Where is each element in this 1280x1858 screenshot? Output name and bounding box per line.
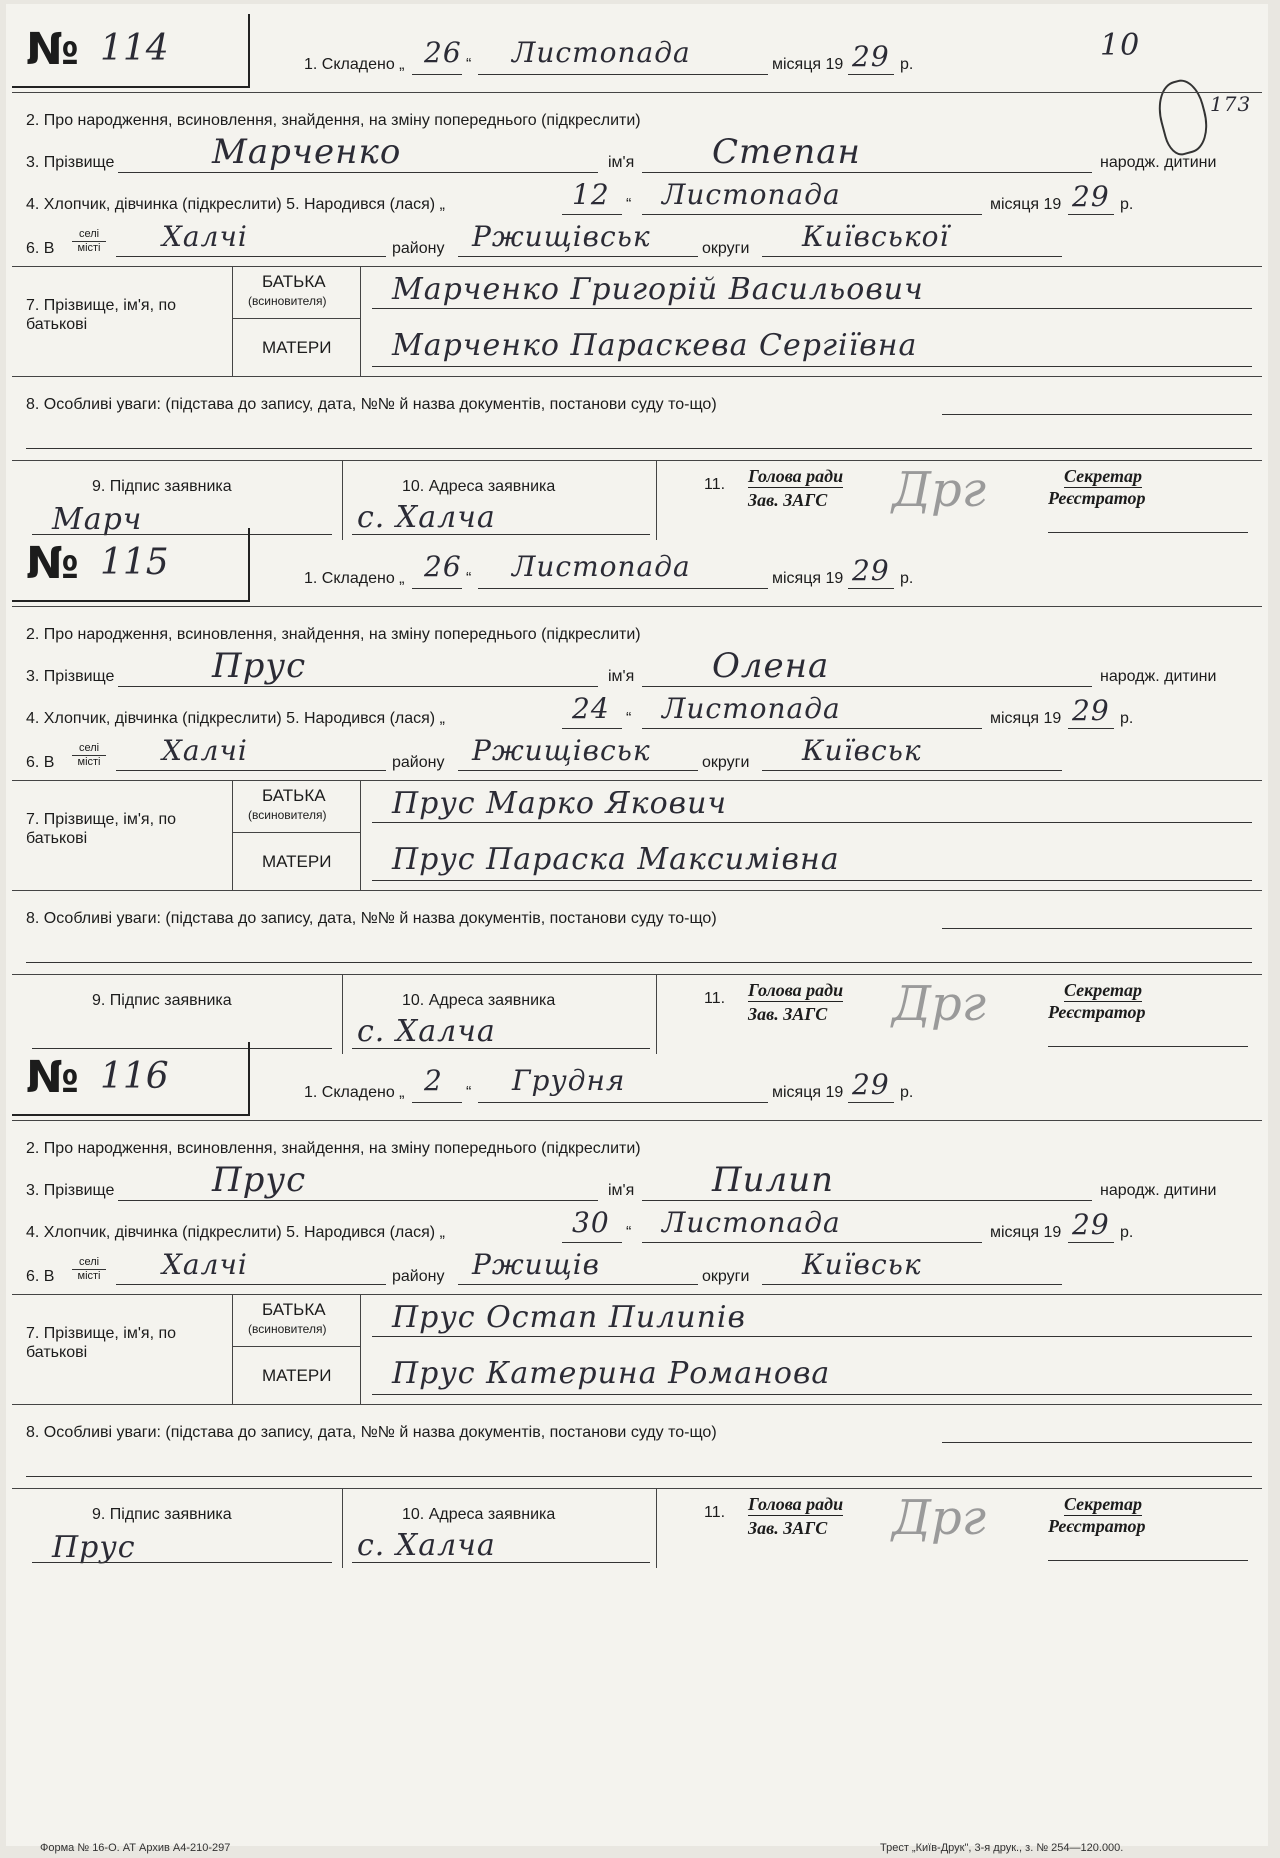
address-label: 10. Адреса заявника [402,992,556,1009]
footer-printer: Трест „Київ-Друк", 3-я друк., з. № 254—120.000. [880,1842,1124,1854]
father-sub: (всиновителя) [248,808,327,822]
month-label: місяця 19 [772,570,844,587]
notes-label: 8. Особливі уваги: (підстава до запису, дата, №№ й назва документів, постанови суду то-що) [26,396,717,413]
raion: Ржищів [472,1248,600,1281]
birth-month-label: місяця 19 [990,710,1062,727]
okrug-label: округи [702,240,750,257]
birth-day: 12 [572,178,610,211]
place-type [72,1256,106,1283]
compiled-month: Листопада [512,36,691,69]
footer-form-code: Форма № 16-О. АТ Архив А4-210-297 [40,1842,231,1854]
gender-birth-label: 4. Хлопчик, дівчинка (підкреслити) 5. Народився (лася) „ [26,1224,445,1241]
birth-year-suffix: р. [1120,1224,1134,1241]
year-suffix: р. [900,56,914,73]
surname: Прус [212,1160,307,1200]
event-type-line: 2. Про народження, всиновлення, знайдення, на зміну попереднього (підкреслити) [26,626,641,643]
year-suffix: р. [900,1084,914,1101]
name-label: ім'я [608,668,635,685]
child-label: народж. дитини [1100,154,1217,171]
place-prefix: 6. В [26,754,55,771]
name-label: ім'я [608,1182,635,1199]
applicant-address: с. Халча [357,1528,496,1563]
compiled-year: 29 [852,1068,890,1101]
father-label: БАТЬКА [262,786,326,805]
compiled-month: Листопада [512,550,691,583]
gender-birth-label: 4. Хлопчик, дівчинка (підкреслити) 5. Народився (лася) „ [26,196,445,213]
raion: Ржищівськ [472,734,651,767]
parents-label: 7. Прізвище, ім'я, по батькові [26,1325,177,1361]
place: Халчі [162,734,248,767]
gender-birth-label: 4. Хлопчик, дівчинка (підкреслити) 5. Народився (лася) „ [26,710,445,727]
compiled-month: Грудня [512,1064,626,1097]
place-sela: селі [72,742,106,756]
record-number: 114 [100,28,169,69]
number-sign: № [26,24,79,75]
head-label: Голова ради [748,980,844,1000]
child-name: Пилип [712,1160,834,1200]
place: Халчі [162,220,248,253]
place-type [72,742,106,769]
surname-label: 3. Прізвище [26,154,115,171]
number-sign: № [26,538,79,589]
name-label: ім'я [608,154,635,171]
okrug: Київськ [802,734,922,767]
mother-label: МАТЕРИ [262,852,332,871]
father-label: БАТЬКА [262,272,326,291]
parents-label: 7. Прізвище, ім'я, по батькові [26,297,177,333]
official-signature: Дрг [892,1490,987,1546]
place-prefix: 6. В [26,1268,55,1285]
birth-day: 24 [572,692,610,725]
signature-label: 9. Підпис заявника [92,992,232,1009]
surname: Марченко [212,132,402,172]
child-name: Степан [712,132,861,172]
registrar-label: Реєстратор [1048,1516,1146,1536]
birth-year: 29 [1072,1208,1110,1241]
month-label: місяця 19 [772,1084,844,1101]
year-suffix: р. [900,570,914,587]
applicant-address: с. Халча [357,500,496,535]
birth-month: Листопада [662,692,841,725]
surname: Прус [212,646,307,686]
number-sign: № [26,1052,79,1103]
head-num: 11. [704,1504,726,1521]
father-name: Прус Марко Якович [392,786,728,821]
signature-label: 9. Підпис заявника [92,1506,232,1523]
birth-month: Листопада [662,178,841,211]
registrar-label: Реєстратор [1048,1002,1146,1022]
mother-label: МАТЕРИ [262,1366,332,1385]
zags-label: Зав. ЗАГС [748,1004,828,1024]
father-label: БАТЬКА [262,1300,326,1319]
compiled-year: 29 [852,554,890,587]
address-label: 10. Адреса заявника [402,478,556,495]
compiled-year: 29 [852,40,890,73]
mother-name: Прус Катерина Романова [392,1356,831,1391]
birth-year-suffix: р. [1120,710,1134,727]
father-sub: (всиновителя) [248,294,327,308]
head-label: Голова ради [748,466,844,486]
birth-month-label: місяця 19 [990,196,1062,213]
compiled-day: 2 [424,1064,443,1097]
place-sela: селі [72,1256,106,1270]
event-type-line: 2. Про народження, всиновлення, знайдення, на зміну попереднього (підкреслити) [26,112,641,129]
secretary-label: Секретар [1064,466,1142,486]
address-label: 10. Адреса заявника [402,1506,556,1523]
father-name: Марченко Григорій Васильович [392,272,924,307]
place: Халчі [162,1248,248,1281]
head-num: 11. [704,990,726,1007]
place-prefix: 6. В [26,240,55,257]
raion-label: району [392,1268,445,1285]
surname-label: 3. Прізвище [26,668,115,685]
applicant-signature: Марч [52,502,143,537]
event-type-line: 2. Про народження, всиновлення, знайдення, на зміну попереднього (підкреслити) [26,1140,641,1157]
birth-year: 29 [1072,180,1110,213]
birth-year: 29 [1072,694,1110,727]
raion-label: району [392,240,445,257]
birth-month: Листопада [662,1206,841,1239]
compiled-day: 26 [424,550,462,583]
registrar-label: Реєстратор [1048,488,1146,508]
place-sela: селі [72,228,106,242]
compiled-label: 1. Складено „ [304,570,405,587]
compiled-label: 1. Складено „ [304,56,405,73]
applicant-signature: Прус [52,1530,136,1565]
record-number: 115 [100,542,169,583]
archive-stamp-number: 173 [1210,92,1252,116]
child-label: народж. дитини [1100,1182,1217,1199]
raion-label: району [392,754,445,771]
secretary-label: Секретар [1064,980,1142,1000]
place-misti: місті [77,242,101,254]
record-number: 116 [100,1056,169,1097]
okrug: Київськ [802,1248,922,1281]
birth-day: 30 [572,1206,610,1239]
official-signature: Дрг [892,976,987,1032]
okrug: Київської [802,220,950,253]
applicant-address: с. Халча [357,1014,496,1049]
zags-label: Зав. ЗАГС [748,1518,828,1538]
head-label: Голова ради [748,1494,844,1514]
surname-label: 3. Прізвище [26,1182,115,1199]
head-num: 11. [704,476,726,493]
okrug-label: округи [702,754,750,771]
mother-name: Марченко Параскева Сергіївна [392,328,918,363]
parents-label: 7. Прізвище, ім'я, по батькові [26,811,177,847]
place-misti: місті [77,1270,101,1282]
place-misti: місті [77,756,101,768]
child-label: народж. дитини [1100,668,1217,685]
child-name: Олена [712,646,830,686]
compiled-day: 26 [424,36,462,69]
father-name: Прус Остап Пилипів [392,1300,746,1335]
place-type [72,228,106,255]
father-sub: (всиновителя) [248,1322,327,1336]
secretary-label: Секретар [1064,1494,1142,1514]
notes-label: 8. Особливі уваги: (підстава до запису, дата, №№ й назва документів, постанови суду то-що) [26,1424,717,1441]
birth-year-suffix: р. [1120,196,1134,213]
compiled-label: 1. Складено „ [304,1084,405,1101]
okrug-label: округи [702,1268,750,1285]
mother-label: МАТЕРИ [262,338,332,357]
birth-month-label: місяця 19 [990,1224,1062,1241]
page-number-mark: 10 [1100,28,1141,63]
month-label: місяця 19 [772,56,844,73]
zags-label: Зав. ЗАГС [748,490,828,510]
mother-name: Прус Параска Максимівна [392,842,840,877]
raion: Ржищівськ [472,220,651,253]
notes-label: 8. Особливі уваги: (підстава до запису, дата, №№ й назва документів, постанови суду то-що) [26,910,717,927]
official-signature: Дрг [892,462,987,518]
signature-label: 9. Підпис заявника [92,478,232,495]
